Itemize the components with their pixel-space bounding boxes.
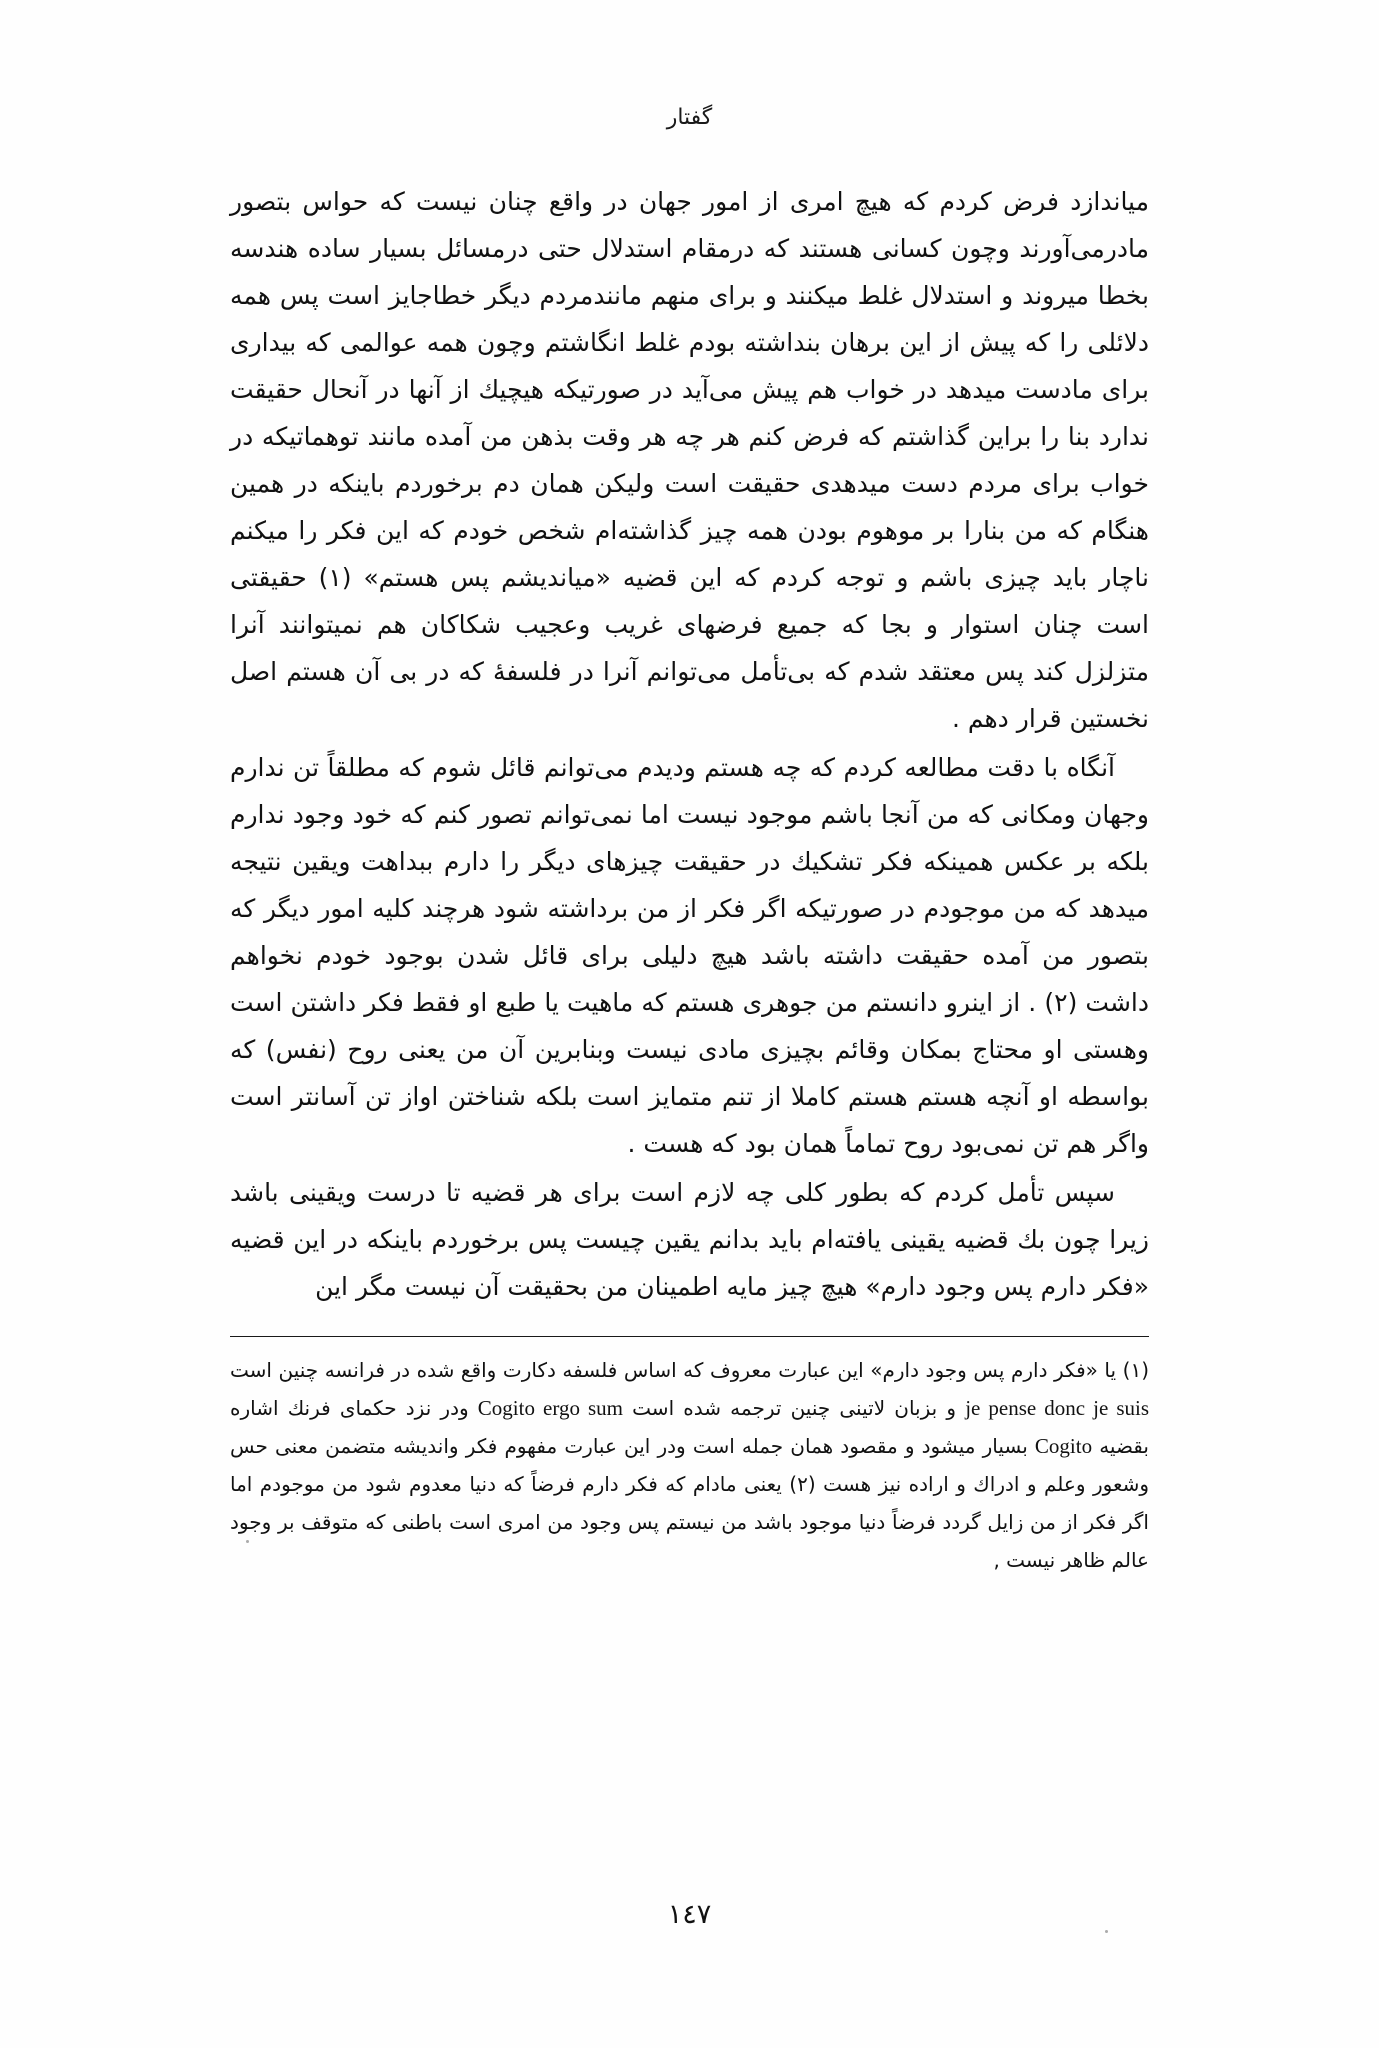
body-text <box>230 178 1149 1310</box>
scan-speck <box>1105 1930 1108 1933</box>
footnote-separator <box>230 1336 1149 1337</box>
page-number: ١٤٧ <box>667 1899 712 1930</box>
paragraph: میاندازد فرض کردم که هیچ امری از امور جهان در واقع چنان نیست که حواس بتصور مادرمی‌آورند وچون کسانی هستند که درمقام استدلال حتی درمسائل بسیار ساده هندسه بخطا میروند و استدلال غلط میکنند و برای منهم مانندمردم دیگر خطاجایز است پس همه دلائلی را که پیش از این برهان بنداشته بودم غلط انگاشتم وچون همه عوالمی که بیداری برای مادست میدهد در خواب هم پیش می‌آید در صورتیکه هیچیك از آنها در آنحال حقیقت ندارد بنا را براین گذاشتم که فرض کنم هر چه هر وقت بذهن من آمده مانند توهماتیکه در خواب برای مردم دست میدهدی حقیقت است ولیکن همان دم برخوردم باینکه در همین هنگام که من بنارا بر موهوم بودن همه چیز گذاشته‌ام شخص خودم که این فکر را میکنم ناچار باید چیزی باشم و توجه کردم که این قضیه «میاندیشم پس هستم» (١) حقیقتی است چنان استوار و بجا که جمیع فرضهای غریب وعجیب شکاکان هم نمیتوانند آنرا متزلزل کند پس معتقد شدم که بی‌تأمل می‌توانم آنرا در فلسفهٔ که در بی آن هستم اصل نخستین قرار دهم . <box>230 187 1149 733</box>
running-head: گفتار <box>666 105 713 130</box>
footnote-block <box>230 1351 1149 1579</box>
scan-speck <box>246 1540 249 1543</box>
paragraph: آنگاه با دقت مطالعه کردم که چه هستم ودیدم می‌توانم قائل شوم که مطلقاً تن ندارم وجهان ومکانی که من آنجا باشم موجود نیست اما نمی‌توانم تصور کنم که خود وجود ندارم بلکه بر عکس همینکه فکر تشکیك در حقیقت چیزهای دیگر را دارم ببداهت ویقین نتیجه میدهد که من موجودم در صورتیکه اگر فکر از من برداشته شود هرچند کلیه امور دیگر که بتصور من آمده حقیقت داشته باشد هیچ دلیلی برای قائل شدن بوجود خودم نخواهم داشت (٢) . از اینرو دانستم من جوهری هستم که ماهیت یا طبع او فقط فکر داشتن است وهستی او محتاج بمکان وقائم بچیزی مادی نیست وبنابرین آن من یعنی روح (نفس) که بواسطه او آنچه هستم هستم کاملا از تنم متمایز است بلکه شناختن اواز تن آسانتر است واگر هم تن نمی‌بود روح تماماً همان بود که هست . <box>230 753 1149 1158</box>
footnote-item: (١) یا «فکر دارم پس وجود دارم» این عبارت معروف که اساس فلسفه دکارت واقع شده در فرانسه چنین است je pense donc je suis و بزبان لاتینی چنین ترجمه شده است Cogito ergo sum ودر نزد حکمای فرنك اشاره بقضیه Cogito بسیار میشود و مقصود همان جمله است ودر این عبارت مفهوم فکر واندیشه متضمن معنی حس وشعور وعلم و ادراك و اراده نیز هست (٢) یعنی مادام که فکر دارم فرضاً که دنیا معدوم شود من موجودم اما اگر فکر از من زایل گردد فرضاً دنیا موجود باشد من نیستم پس وجود من امری است باطنی که متوقف بر وجود عالم ظاهر نیست , <box>230 1358 1150 1572</box>
paragraph: سپس تأمل کردم که بطور کلی چه لازم است برای هر قضیه تا درست ویقینی باشد زیرا چون بك قضیه یقینی یافته‌ام باید بدانم یقین چیست پس برخوردم باینکه در این قضیه «فکر دارم پس وجود دارم» هیچ چیز مایه اطمینان من بحقیقت آن نیست مگر این <box>230 1178 1149 1301</box>
